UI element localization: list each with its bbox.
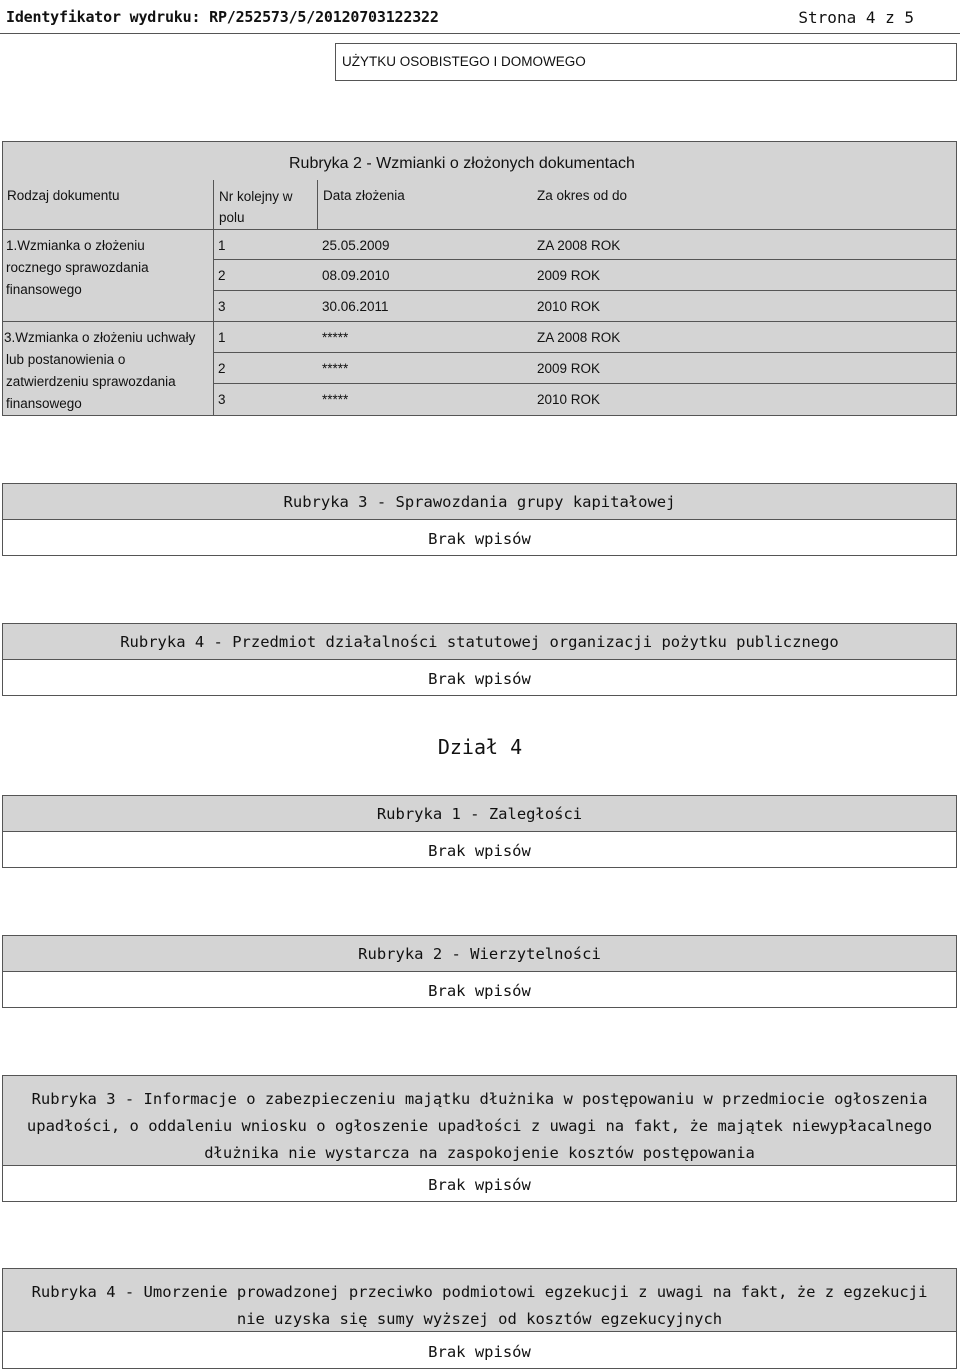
section-rubryka3-body <box>2 519 957 556</box>
page-number: Strona 4 z 5 <box>798 8 914 27</box>
dzial4-rubryka1-body <box>2 831 957 868</box>
col-header-okres: Za okres od do <box>537 188 628 203</box>
col-header-data: Data złożenia <box>323 188 405 203</box>
col-divider-2 <box>317 180 318 229</box>
top-note-text: UŻYTKU OSOBISTEGO I DOMOWEGO <box>342 54 586 69</box>
col-header-nr: Nr kolejny w polu <box>219 189 293 225</box>
row-divider-3 <box>213 352 957 353</box>
g1-row1-okres: ZA 2008 ROK <box>537 238 621 253</box>
g1-row2-nr: 2 <box>218 268 226 283</box>
section-title: Rubryka 4 - Przedmiot działalności statutowej organizacji pożytku publicznego <box>120 633 839 651</box>
g1-row2-okres: 2009 ROK <box>537 268 601 283</box>
section-value: Brak wpisów <box>428 1176 531 1194</box>
dzial4-rubryka4-header <box>2 1268 957 1332</box>
row-divider-1 <box>213 259 957 260</box>
g1-row3-okres: 2010 ROK <box>537 299 601 314</box>
header-divider <box>0 33 960 34</box>
g2-row2-nr: 2 <box>218 361 226 376</box>
g2-row3-data: ***** <box>322 392 349 407</box>
g2-row1-okres: ZA 2008 ROK <box>537 330 621 345</box>
dzial-title: Dział 4 <box>437 735 523 759</box>
group2-label-line4: finansowego <box>6 396 82 411</box>
group2-label-line2: lub postanowienia o <box>6 352 126 367</box>
section-rubryka3-header <box>2 483 957 520</box>
group1-label-line1: 1.Wzmianka o złożeniu <box>6 238 145 253</box>
section-title: Rubryka 3 - Sprawozdania grupy kapitałowej <box>283 493 676 511</box>
section-title: Rubryka 2 - Wierzytelności <box>358 945 601 963</box>
section-value: Brak wpisów <box>428 530 531 548</box>
dzial4-rubryka2-body <box>2 971 957 1008</box>
g2-row3-nr: 3 <box>218 392 226 407</box>
group1-label-line3: finansowego <box>6 282 82 297</box>
dzial4-rubryka1-header <box>2 795 957 832</box>
g1-row3-data: 30.06.2011 <box>322 299 389 314</box>
g1-row3-nr: 3 <box>218 299 226 314</box>
wzmianki-title: Rubryka 2 - Wzmianki o złożonych dokumentach <box>289 155 635 172</box>
section-title: Rubryka 1 - Zaległości <box>376 805 583 823</box>
dzial4-rubryka4-body <box>2 1331 957 1369</box>
g1-row1-nr: 1 <box>218 238 226 253</box>
print-identifier: Identyfikator wydruku: RP/252573/5/20120703122322 <box>6 8 439 26</box>
section-value: Brak wpisów <box>428 982 531 1000</box>
dzial4-rubryka2-header <box>2 935 957 972</box>
group1-label-line2: rocznego sprawozdania <box>6 260 149 275</box>
g2-row1-nr: 1 <box>218 330 226 345</box>
section-value: Brak wpisów <box>428 1343 531 1361</box>
section-title: Rubryka 3 - Informacje o zabezpieczeniu majątku dłużnika w postępowaniu w przedmiocie ogłoszenia upadłości, o oddaleniu wniosku o ogłoszenie upadłości z uwagi na fakt, że majątek niewypłacalnego dłużnika nie wystarcza na zaspokojenie kosztów postępowania <box>26 1090 933 1162</box>
row-divider-4 <box>213 383 957 384</box>
group-divider <box>2 321 957 322</box>
col-divider-1 <box>213 180 214 416</box>
col-header-rodzaj: Rodzaj dokumentu <box>7 188 120 203</box>
g1-row2-data: 08.09.2010 <box>322 268 390 283</box>
g2-row1-data: ***** <box>322 330 349 345</box>
group2-label-line3: zatwierdzeniu sprawozdania <box>6 374 176 389</box>
section-rubryka4-body <box>2 659 957 696</box>
row-divider-2 <box>213 290 957 291</box>
g2-row2-okres: 2009 ROK <box>537 361 601 376</box>
section-value: Brak wpisów <box>428 842 531 860</box>
section-value: Brak wpisów <box>428 670 531 688</box>
top-note-box <box>335 43 957 81</box>
g1-row1-data: 25.05.2009 <box>322 238 390 253</box>
g2-row2-data: ***** <box>322 361 349 376</box>
group2-label-line1: 3.Wzmianka o złożeniu uchwały <box>4 330 196 345</box>
dzial4-rubryka3-body <box>2 1165 957 1202</box>
dzial4-rubryka3-header <box>2 1075 957 1166</box>
header-row-divider <box>2 229 957 230</box>
section-rubryka4-header <box>2 623 957 660</box>
g2-row3-okres: 2010 ROK <box>537 392 601 407</box>
section-title: Rubryka 4 - Umorzenie prowadzonej przeciwko podmiotowi egzekucji z uwagi na fakt, że z egzekucji nie uzyska się sumy wyższej od kosztów egzekucyjnych <box>31 1283 928 1328</box>
